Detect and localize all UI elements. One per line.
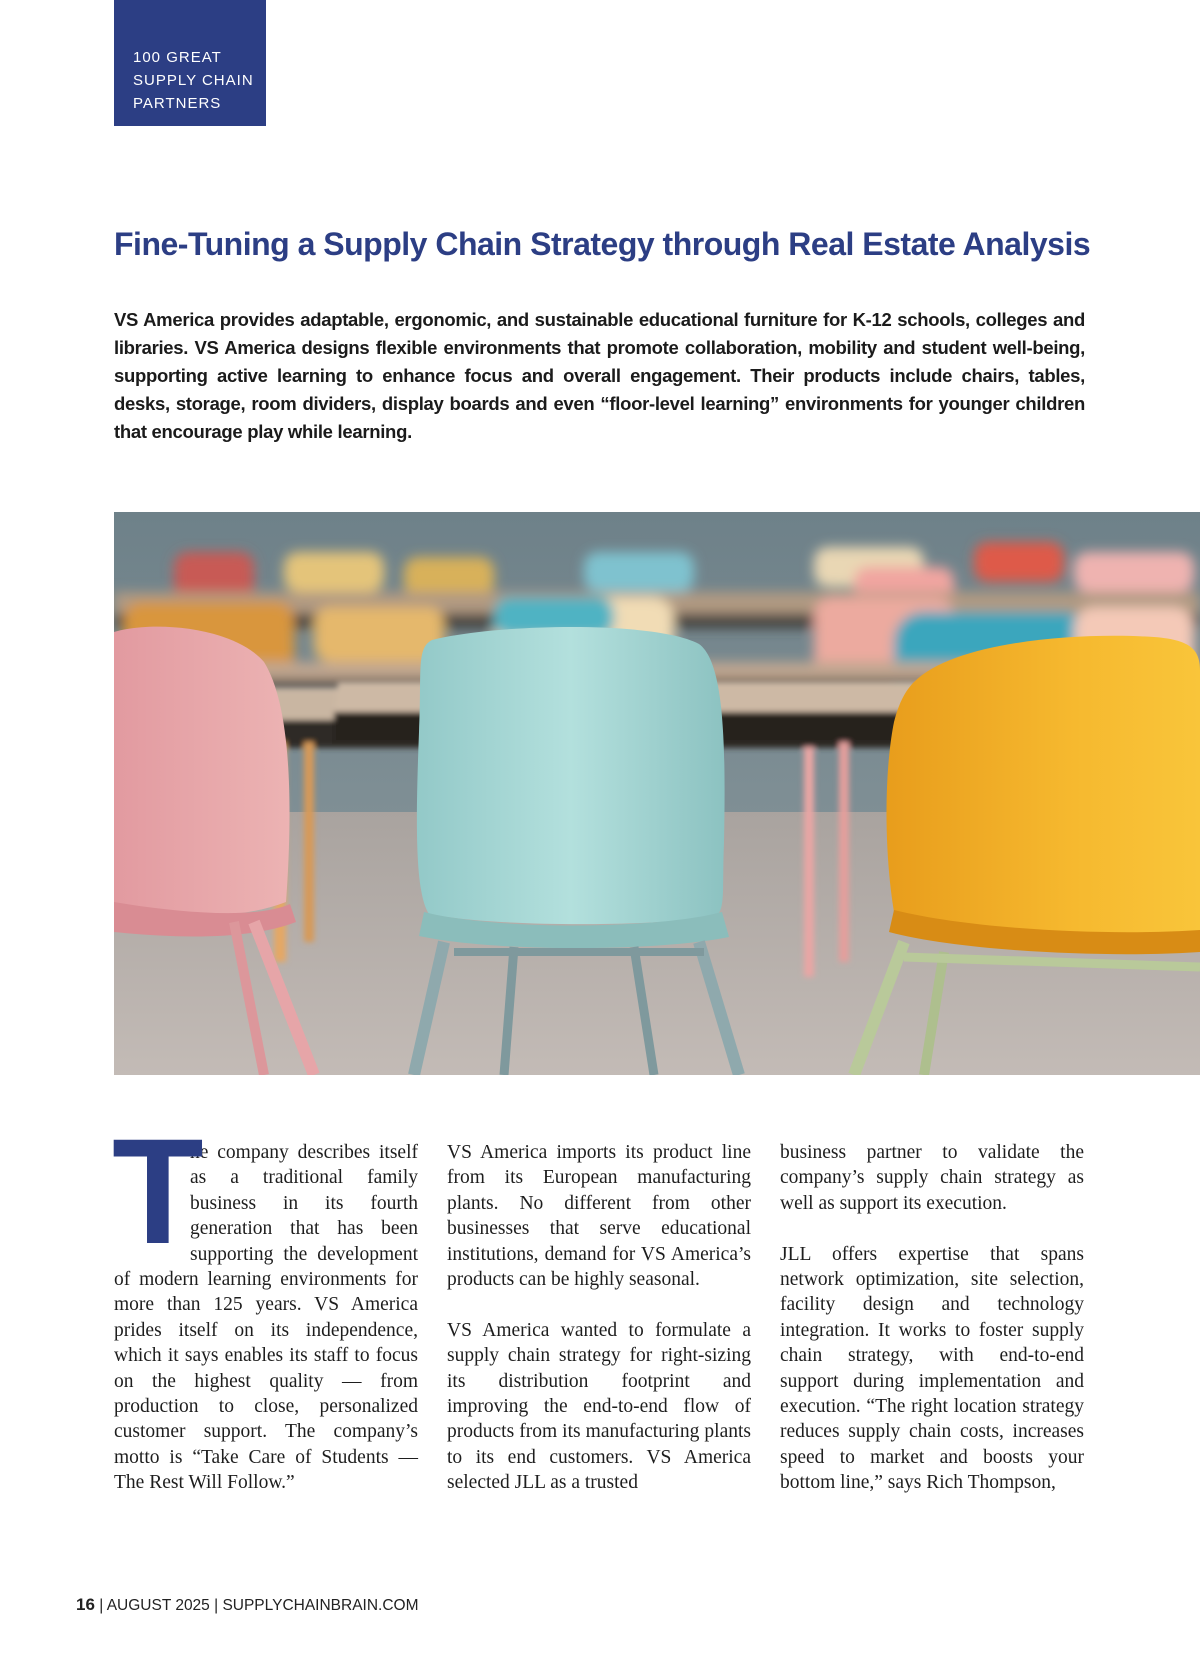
body-paragraph: business partner to validate the company’s supply chain strategy as well as support its execution. — [780, 1142, 1084, 1214]
body-paragraph: JLL offers expertise that spans network optimization, site selection, facility design and technology integration. It works to foster supply chain strategy, with end-to-end support during implementation and execution. “The right location strategy reduces supply chain costs, increases speed to market and boosts your bottom line,” says Rich Thompson, — [780, 1243, 1084, 1494]
page-footer — [76, 1595, 419, 1615]
body-paragraph: VS America imports its product line from its European manufacturing plants. No different from other businesses that serve educational institutions, demand for VS America’s products can be highly seasonal. — [447, 1142, 751, 1291]
section-tag — [114, 0, 266, 126]
body-column-1 — [112, 1107, 418, 1521]
classroom-chairs-photo — [114, 512, 1200, 1075]
page-number: 16 — [76, 1595, 95, 1614]
section-tag-line: 100 GREAT — [133, 49, 222, 66]
body-column-2 — [447, 1140, 751, 1521]
body-paragraph: VS America wanted to formulate a supply chain strategy for right-sizing its distribution footprint and improving the end-to-end flow of products from its manufacturing plants to its end customers. VS America selected JLL as a trusted — [447, 1319, 751, 1494]
article-deck: VS America provides adaptable, ergonomic, and sustainable educational furniture for K-12 schools, colleges and libraries. VS America designs flexible environments that promote collaboration, mobility and student well-being, supporting active learning to enhance focus and overall engagement. Their products include chairs, tables, desks, storage, room dividers, display boards and even “floor-level learning” environments for younger children that encourage play while learning. — [114, 309, 1085, 442]
paragraph-text: he company describes itself as a traditional family business in its fourth generation that has been supporting the development of modern learning environments for more than 125 years. VS America prides itself on its independence, which it says enables its staff to focus on the highest quality — from production to close, personalized customer support. The company’s motto is “Take Care of Students — The Rest Will Follow.” — [114, 1142, 418, 1494]
drop-cap — [112, 1107, 204, 1275]
section-tag-line: PARTNERS — [133, 95, 222, 112]
body-column-3 — [780, 1140, 1084, 1521]
body-paragraph — [112, 1107, 418, 1496]
article-title: Fine-Tuning a Supply Chain Strategy through Real Estate Analysis — [114, 226, 1091, 262]
section-tag-line: SUPPLY CHAIN — [133, 72, 254, 89]
drop-cap-letter: T — [112, 1107, 204, 1275]
issue-line: | AUGUST 2025 | SUPPLYCHAINBRAIN.COM — [94, 1597, 419, 1614]
